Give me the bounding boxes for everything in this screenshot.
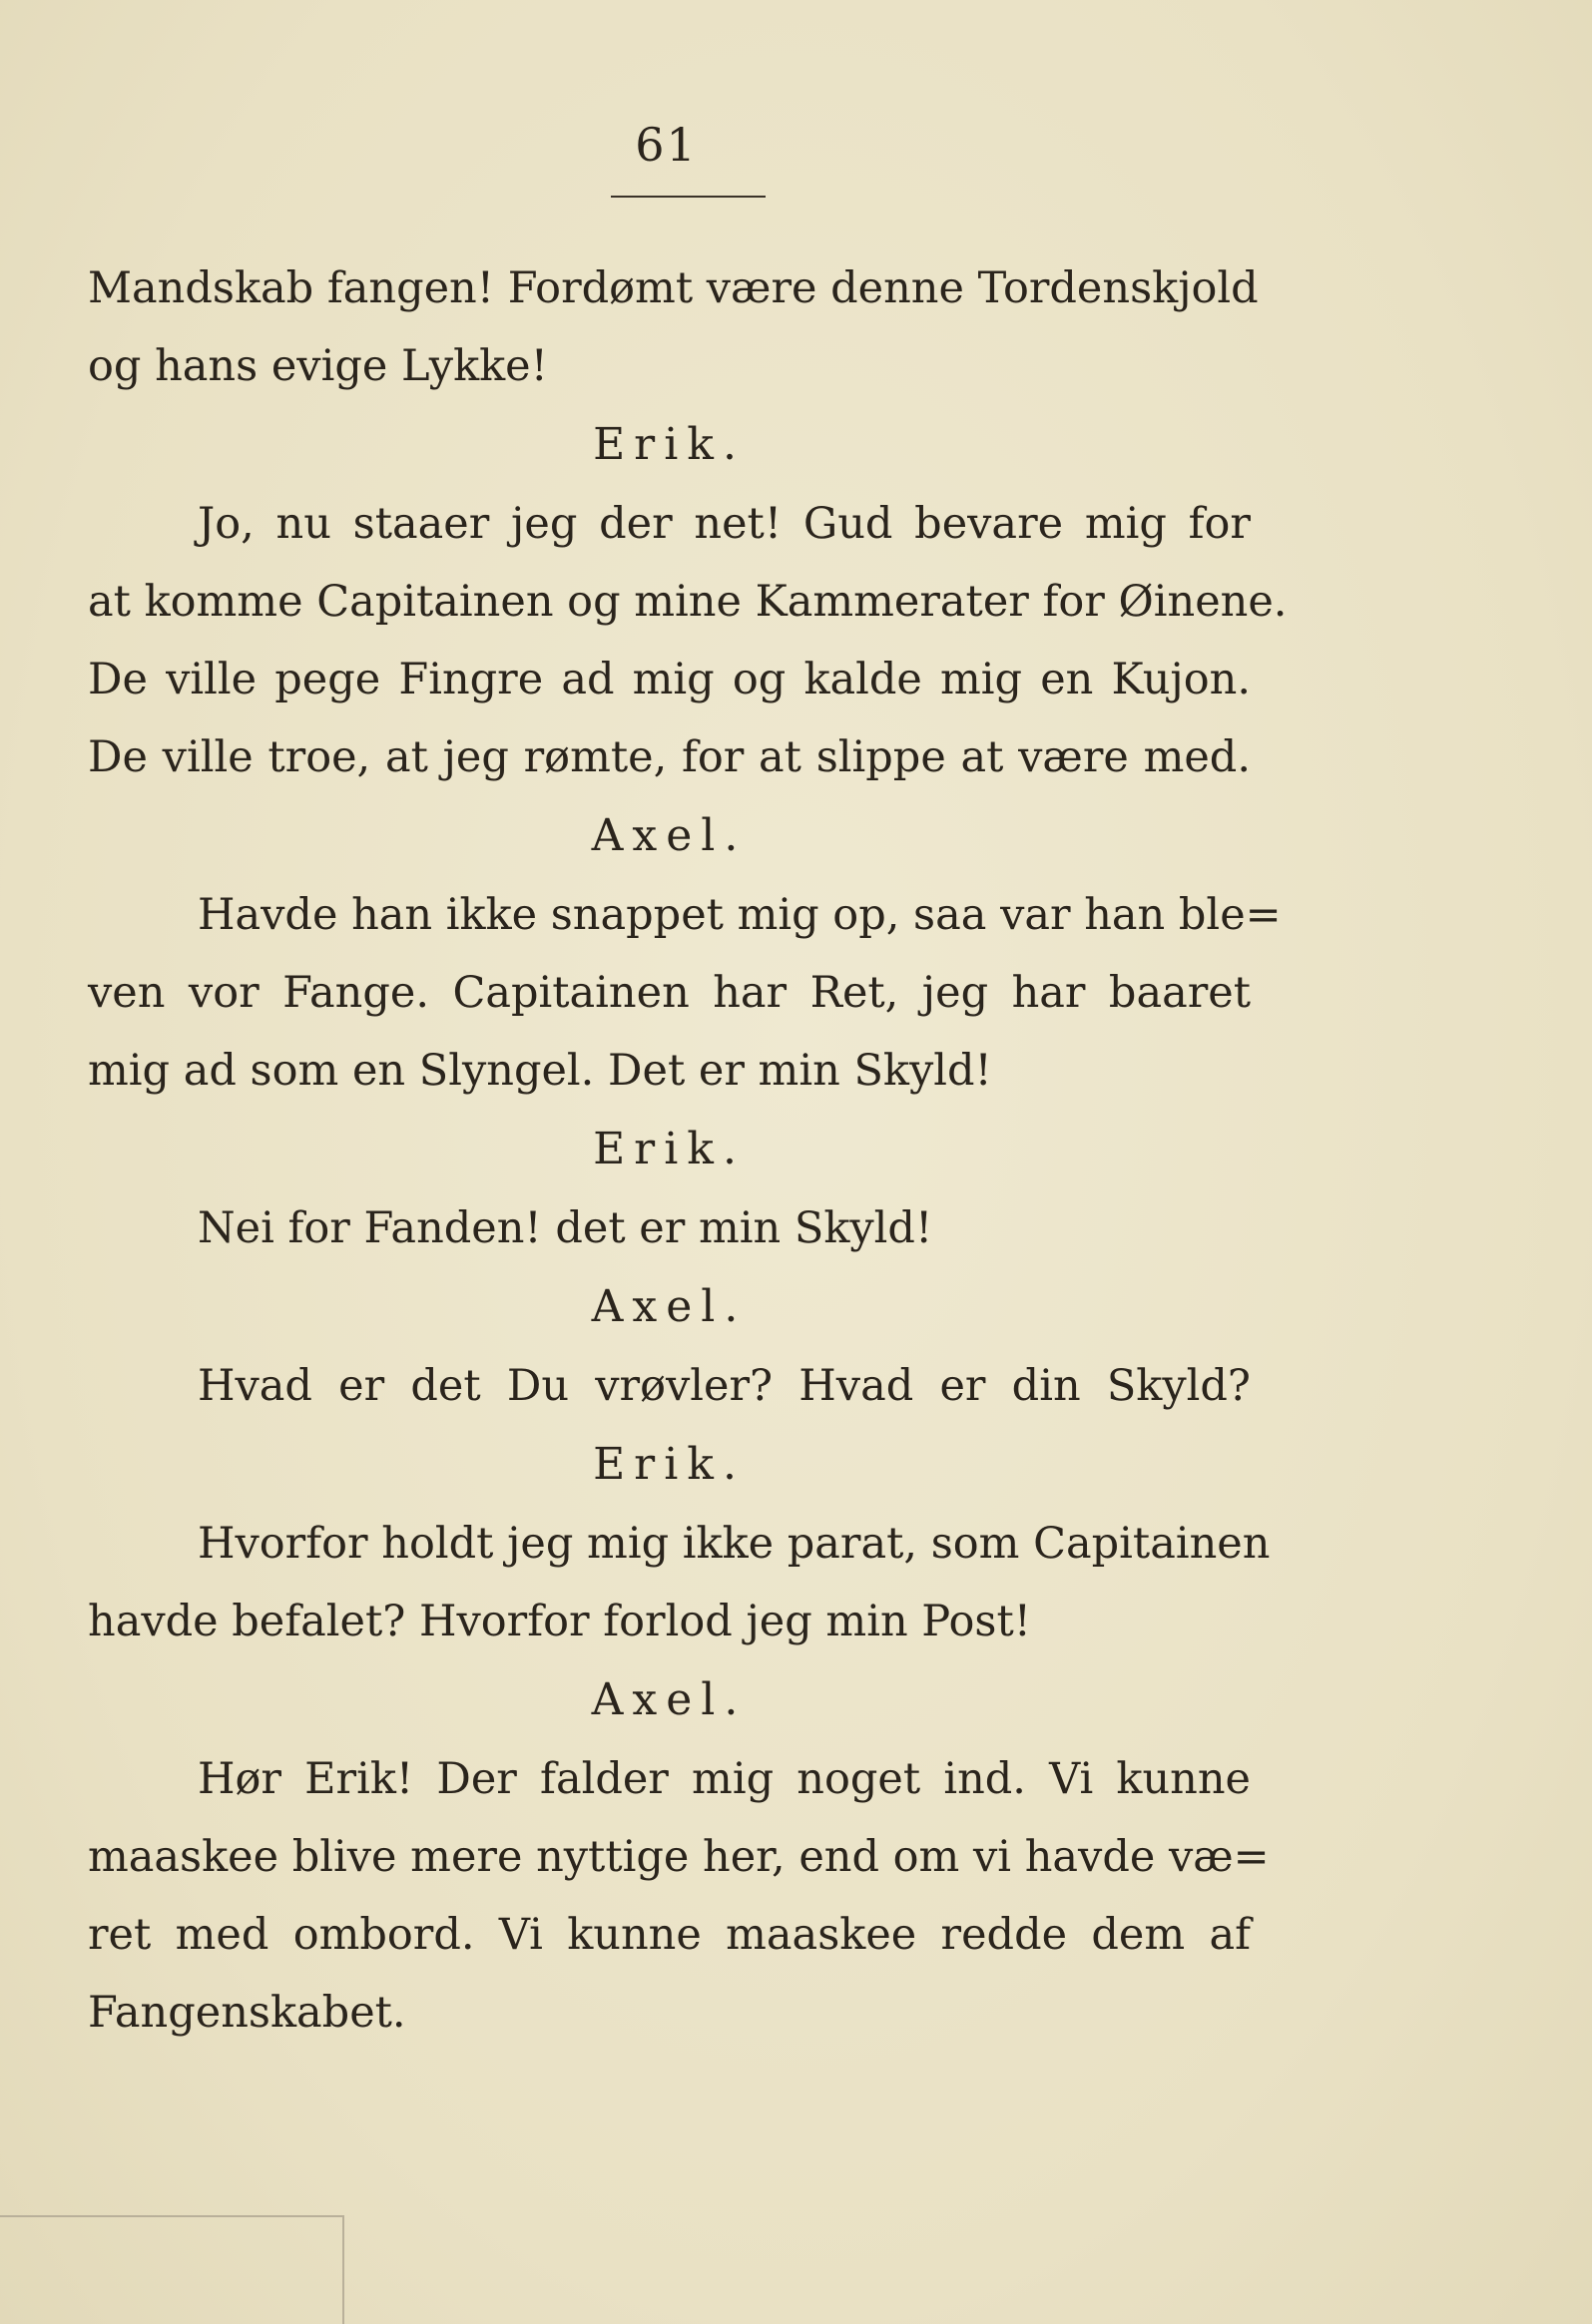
scan-edge-line: [342, 2215, 344, 2324]
text-line: De ville pege Fingre ad mig og kalde mig en Kujon.: [88, 655, 1251, 704]
text-line: Hvorfor holdt jeg mig ikke parat, som Capitainen: [198, 1519, 1271, 1569]
speaker-name: Axel.: [591, 1281, 748, 1332]
speaker-name: Erik.: [593, 1439, 746, 1490]
text-line: ven vor Fange. Capitainen har Ret, jeg har baaret: [88, 968, 1251, 1018]
text-line: at komme Capitainen og mine Kammerater for Øinene.: [88, 577, 1288, 627]
body-text: [88, 249, 1288, 2052]
text-line: De ville troe, at jeg rømte, for at slippe at være med.: [88, 732, 1251, 782]
text-line: Mandskab fangen! Fordømt være denne Tordenskjold: [88, 263, 1259, 313]
speaker-name: Axel.: [591, 1674, 748, 1725]
text-line: Nei for Fanden! det er min Skyld!: [198, 1203, 933, 1253]
text-line: havde befalet? Hvorfor forlod jeg min Post!: [88, 1597, 1032, 1646]
text-line: maaskee blive mere nyttige her, end om vi havde væ=: [88, 1832, 1270, 1882]
header-rule: [611, 196, 766, 198]
text-line: ret med ombord. Vi kunne maaskee redde dem af: [88, 1910, 1251, 1960]
text-line: Hvad er det Du vrøvler? Hvad er din Skyld?: [198, 1361, 1251, 1411]
speaker-name: Axel.: [591, 810, 748, 861]
speaker-name: Erik.: [593, 1124, 746, 1174]
page-number: 61: [635, 118, 698, 172]
scan-edge-line: [0, 2215, 344, 2217]
text-line: Havde han ikke snappet mig op, saa var han ble=: [198, 890, 1282, 940]
text-line: og hans evige Lykke!: [88, 341, 548, 391]
text-line: Jo, nu staaer jeg der net! Gud bevare mig for: [198, 499, 1251, 549]
speaker-name: Erik.: [593, 419, 746, 470]
text-line: Fangenskabet.: [88, 1988, 406, 2038]
text-line: mig ad som en Slyngel. Det er min Skyld!: [88, 1046, 992, 1096]
text-line: Hør Erik! Der falder mig noget ind. Vi kunne: [198, 1754, 1251, 1804]
